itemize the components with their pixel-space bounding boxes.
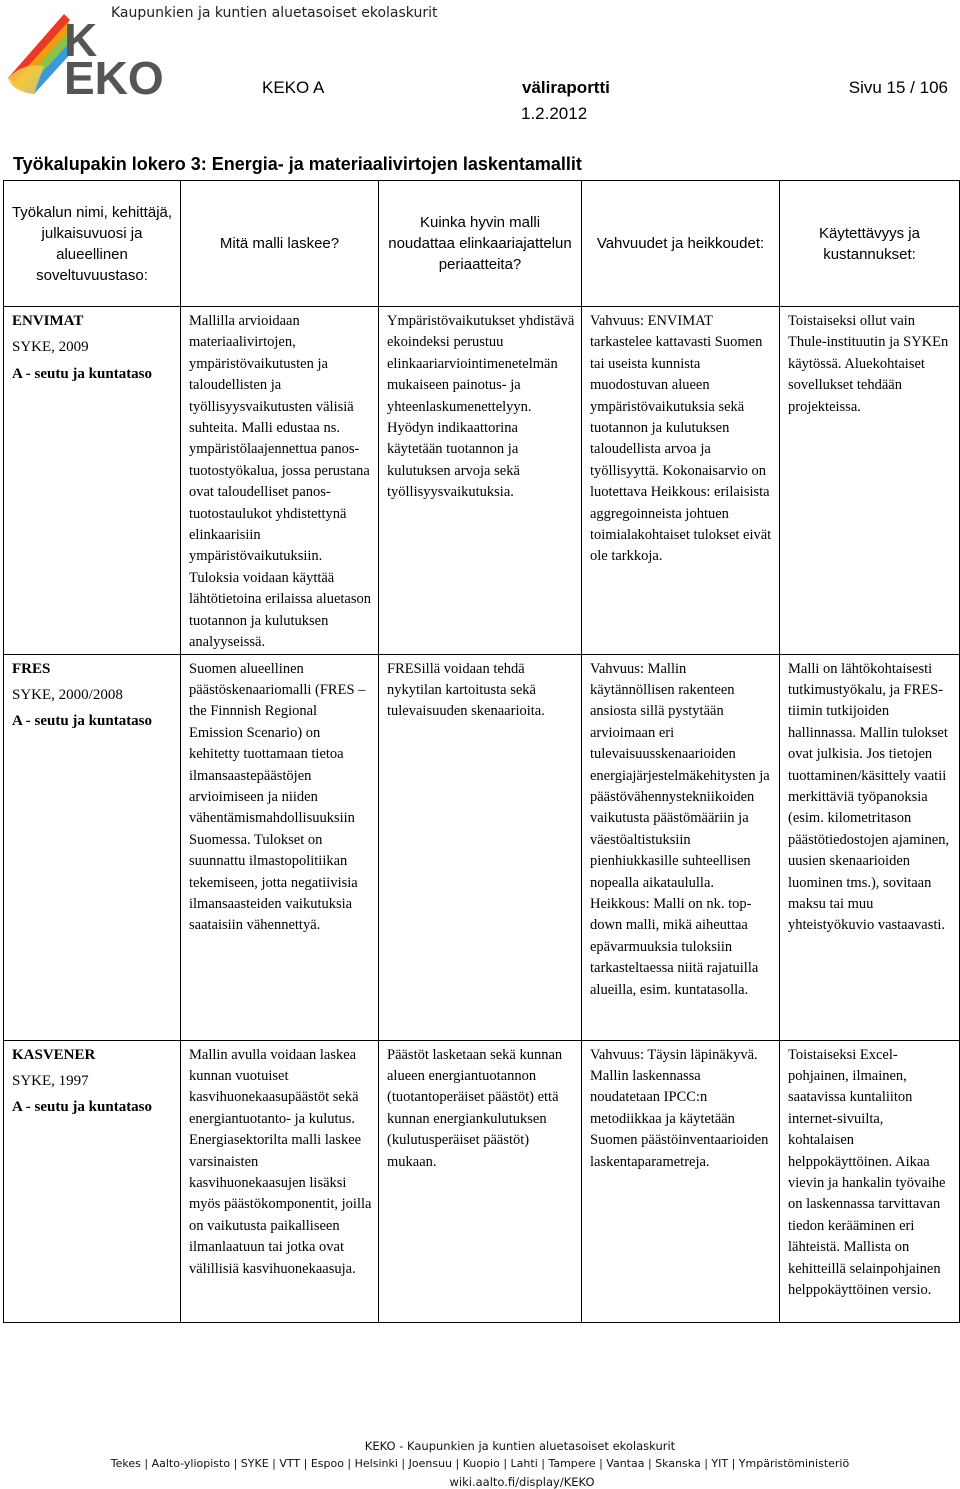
- column-header: Mitä malli laskee?: [181, 181, 379, 307]
- column-header: Vahvuudet ja heikkoudet:: [582, 181, 780, 307]
- table-row: [4, 307, 960, 655]
- tool-developer: SYKE, 1997: [12, 1072, 89, 1089]
- column-header: Työkalun nimi, kehittäjä, julkaisuvuosi ja alueellinen soveltuvuustaso:: [4, 181, 181, 307]
- table-row: [4, 654, 960, 1040]
- header-left: KEKO A: [262, 78, 325, 97]
- header-date: 1.2.2012: [521, 104, 588, 123]
- table-row: [4, 1040, 960, 1322]
- tool-developer: SYKE, 2000/2008: [12, 686, 123, 703]
- footer-url: wiki.aalto.fi/display/KEKO: [449, 1475, 595, 1489]
- strengths-cell: Vahvuus: ENVIMAT tarkastelee kattavasti Suomen tai useista kunnista muodostuvan alueen ympäristövaikutuksia sekä tuotannon ja kulutuksen taloudellista arvoa ja työllisyyttä. Kokonaisarvio on luotettava Heikkous: erilaisista aggregoinneista johtuen toimialakohtaiset tulokset eivät ole tarkkoja.: [590, 313, 772, 565]
- lifecycle-cell: Ympäristövaikutukset yhdistävä ekoindeksi perustuu elinkaariarviointimenetelmän mukaiseen painotus- ja yhteenlaskumenettelyyn. Hyödyn indikaattorina käytetään tuotannon ja kulutuksen arvoja sekä työllisyysvaikutuksia.: [387, 313, 575, 501]
- calculates-cell: Suomen alueellinen päästöskenaariomalli (FRES – the Finnnish Regional Emission Scenario) on kehitetty tuottamaan tietoa ilmansaastepäästöjen arvioimiseen ja niiden vähentämismahdollisuuksiin Suomessa. Tulokset on suunnattu ilmastopolitiikan tekemiseen, jotta negatiivisia ilmansaasteiden vaikutuksia saataisiin vähennettyä.: [189, 660, 366, 934]
- tool-name: KASVENER: [12, 1046, 96, 1063]
- usability-cell: Toistaiseksi Excel-pohjainen, ilmainen, saatavissa kuntaliiton internet-sivuilta, kohtalaisen helppokäyttöinen. Aikaa vievin ja hankalin työvaihe on laskennassa tarvittavan tiedon kerääminen eri lähteistä. Mallista on kehitteillä selainpohjainen helppokäyttöinen versio.: [788, 1046, 946, 1298]
- header-report-type: väliraportti: [522, 78, 610, 97]
- lifecycle-cell: Päästöt lasketaan sekä kunnan alueen energiantuotannon (tuotantoperäiset päästöt) että kunnan energiankulutuksen (kulutusperäiset päästöt) mukaan.: [387, 1046, 563, 1170]
- header-page-number: Sivu 15 / 106: [848, 78, 948, 97]
- usability-cell: Toistaiseksi ollut vain Thule-instituutin ja SYKEn käytössä. Aluekohtaiset sovellukset tehdään projekteissa.: [788, 313, 949, 415]
- tool-name: FRES: [12, 660, 51, 677]
- column-header: Käytettävyys ja kustannukset:: [780, 181, 960, 307]
- strengths-cell: Vahvuus: Mallin käytännöllisen rakenteen ansiosta sillä pystytään arvioimaan eri tulevaisuusskenaarioiden energiajärjestelmäkehitysten ja päästövähennystekniikoiden vaikutusta päästömääriin ja väestöaltistuksiin pienhiukkasille suhteellisen nopealla aikataululla. Heikkous: Malli on nk. top-down malli, mikä aiheuttaa epävarmuuksia tuloksiin tarkasteltaessa niitä rajatuilla alueilla, esim. kuntatasolla.: [590, 660, 770, 998]
- footer-partners: Tekes | Aalto-yliopisto | SYKE | VTT | Espoo | Helsinki | Joensuu | Kuopio | Lahti | Tampere | Vantaa | Skanska | YIT | Ympäristöministeriö: [110, 1457, 850, 1470]
- svg-text:K: K: [64, 14, 98, 66]
- logo-tagline: Kaupunkien ja kuntien aluetasoiset ekolaskurit: [111, 5, 438, 21]
- footer-project-name: KEKO - Kaupunkien ja kuntien aluetasoiset ekolaskurit: [364, 1439, 676, 1453]
- strengths-cell: Vahvuus: Täysin läpinäkyvä. Mallin laskennassa noudatetaan IPCC:n metodiikkaa ja käytetään Suomen päästöinventaarioiden laskentaparametreja.: [590, 1046, 769, 1170]
- section-title: Työkalupakin lokero 3: Energia- ja materiaalivirtojen laskentamallit: [13, 154, 582, 174]
- tool-level: A - seutu ja kuntataso: [12, 1099, 153, 1116]
- calculates-cell: Mallin avulla voidaan laskea kunnan vuotuiset kasvihuonekaasupäästöt sekä energiantuotanto- ja kulutus. Energiasektorilta malli laskee varsinaisten kasvihuonekaasujen lisäksi myös päästökomponentit, joilla on vaikutusta paikalliseen ilmanlaatuun tai jotka ovat välillisiä kasvihuonekaasuja.: [189, 1046, 372, 1277]
- tool-name: ENVIMAT: [12, 313, 84, 329]
- table-header-row: [4, 181, 960, 307]
- lifecycle-cell: FRESillä voidaan tehdä nykytilan kartoitusta sekä tulevaisuuden skenaarioita.: [387, 660, 545, 720]
- calculates-cell: Mallilla arvioidaan materiaalivirtojen, ympäristövaikutusten ja taloudellisten ja työllisyysvaikutusten välisiä suhteita. Malli edustaa ns. ympäristölaajennettua panos-tuotostyökalua, jossa perustana ovat taloudelliset panos-tuotostaulukot yhdistettynä elinkaarisiin ympäristövaikutuksiin. Tuloksia voidaan käyttää lähtötietoina erilaissa aluetason tuotannon ja kulutuksen analyyseissä.: [189, 313, 371, 651]
- column-header: Kuinka hyvin malli noudattaa elinkaariajattelun periaatteita?: [379, 181, 582, 307]
- usability-cell: Malli on lähtökohtaisesti tutkimustyökalu, ja FRES-tiimin tutkijoiden hallinnassa. Mallin tulokset ovat julkisia. Jos tietojen tuottaminen/käsittely vaatii merkittäviä työpanoksia (esim. kilometritason päästötiedostojen ajaminen, uusien skenaarioiden luominen tms.), sovitaan maksu tai muu yhteistyökuvio vastaavasti.: [788, 660, 950, 934]
- tool-level: A - seutu ja kuntataso: [12, 365, 153, 382]
- tools-table: [3, 180, 960, 1323]
- tool-developer: SYKE, 2009: [12, 339, 89, 356]
- tool-level: A - seutu ja kuntataso: [12, 713, 153, 730]
- svg-text:EKO: EKO: [64, 52, 164, 96]
